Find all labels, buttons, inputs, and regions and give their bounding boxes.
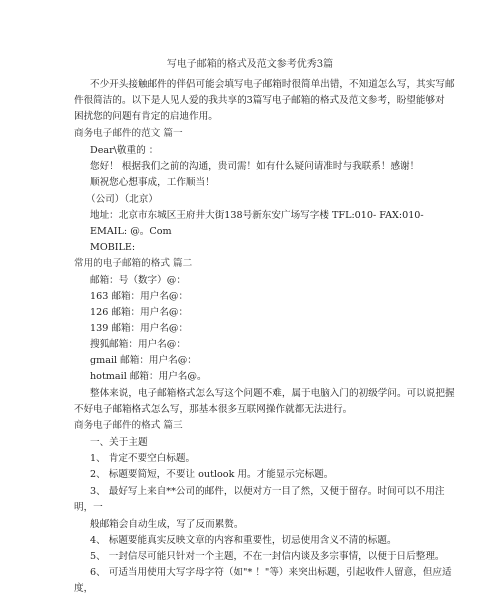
body-line: 163 邮箱：用户名@： <box>90 291 189 302</box>
intro-line: 件很简洁的。以下是人见人爱的我共享的3篇写电子邮箱的格式及范文参考，盼望能够对 <box>74 95 445 106</box>
body-line: 明，一 <box>74 502 103 513</box>
body-line: 2、 标题要简短，不要让 outlook 用。才能显示完标题。 <box>90 469 334 480</box>
body-line: 整体来说，电子邮箱格式怎么写这个问题不难，属于电脑入门的初级学问。可以说把握 <box>90 388 455 399</box>
section-heading-2: 常用的电子邮箱的格式 篇二 <box>74 258 193 269</box>
body-line: 度， <box>74 583 94 594</box>
section-heading-1: 商务电子邮件的范文 篇一 <box>74 128 183 139</box>
body-line: 般邮箱会自动生成，写了反而累赘。 <box>90 519 244 530</box>
body-line: 邮箱：号（数字）@： <box>90 275 186 286</box>
document-title: 写电子邮箱的格式及范文参考优秀3篇 <box>166 59 334 70</box>
body-line: （公司）（北京） <box>86 194 158 205</box>
body-line: gmail 邮箱：用户名@： <box>90 355 197 366</box>
body-line: EMAIL: @。Com <box>90 226 172 237</box>
body-line: 126 邮箱：用户名@： <box>90 307 189 318</box>
section-heading-3: 商务电子邮件的格式 篇三 <box>74 420 183 431</box>
body-line: 一、关于主题 <box>90 437 148 448</box>
intro-line: 困扰您的问题有肯定的启迪作用。 <box>74 111 218 122</box>
body-line: 3、 最好写上来自**公司的邮件，以便对方一目了然，又便于留存。时间可以不用注 <box>90 486 445 497</box>
body-line: 139 邮箱：用户名@： <box>90 323 189 334</box>
body-line: hotmail 邮箱：用户名@。 <box>90 371 207 382</box>
body-line: 4、 标题要能真实反映文章的内容和重要性，切忌使用含义不清的标题。 <box>90 535 397 546</box>
body-line: 5、 一封信尽可能只针对一个主题，不在一封信内谈及多宗事情，以便于日后整理。 <box>90 551 445 562</box>
intro-line: 不少开头接触邮件的伴侣可能会填写电子邮箱时很简单出错，不知道怎么写，其实写邮 <box>90 79 455 90</box>
body-line: 地址：北京市东城区王府井大街138号新东安广场写字楼 TFL:010- FAX:010- <box>90 210 424 221</box>
body-line: 搜狐邮箱：用户名@： <box>90 339 186 350</box>
body-line: 不好电子邮箱格式怎么写，那基本很多互联网操作就都无法进行。 <box>74 404 353 415</box>
body-line: MOBILE: <box>90 242 136 253</box>
body-line: 顺祝您心想事成，工作顺当！ <box>90 177 215 188</box>
body-line: 1、 肯定不要空白标题。 <box>90 453 196 464</box>
body-line: Dear\敬重的 ： <box>90 145 159 156</box>
body-line: 您好！ 根据我们之前的沟通，贵司需！如有什么疑问请准时与我联系！感谢！ <box>90 161 420 172</box>
body-line: 6、 可适当用使用大写字母字符（如"* ！"等）来突出标题，引起收件人留意，但应适 <box>90 567 452 578</box>
